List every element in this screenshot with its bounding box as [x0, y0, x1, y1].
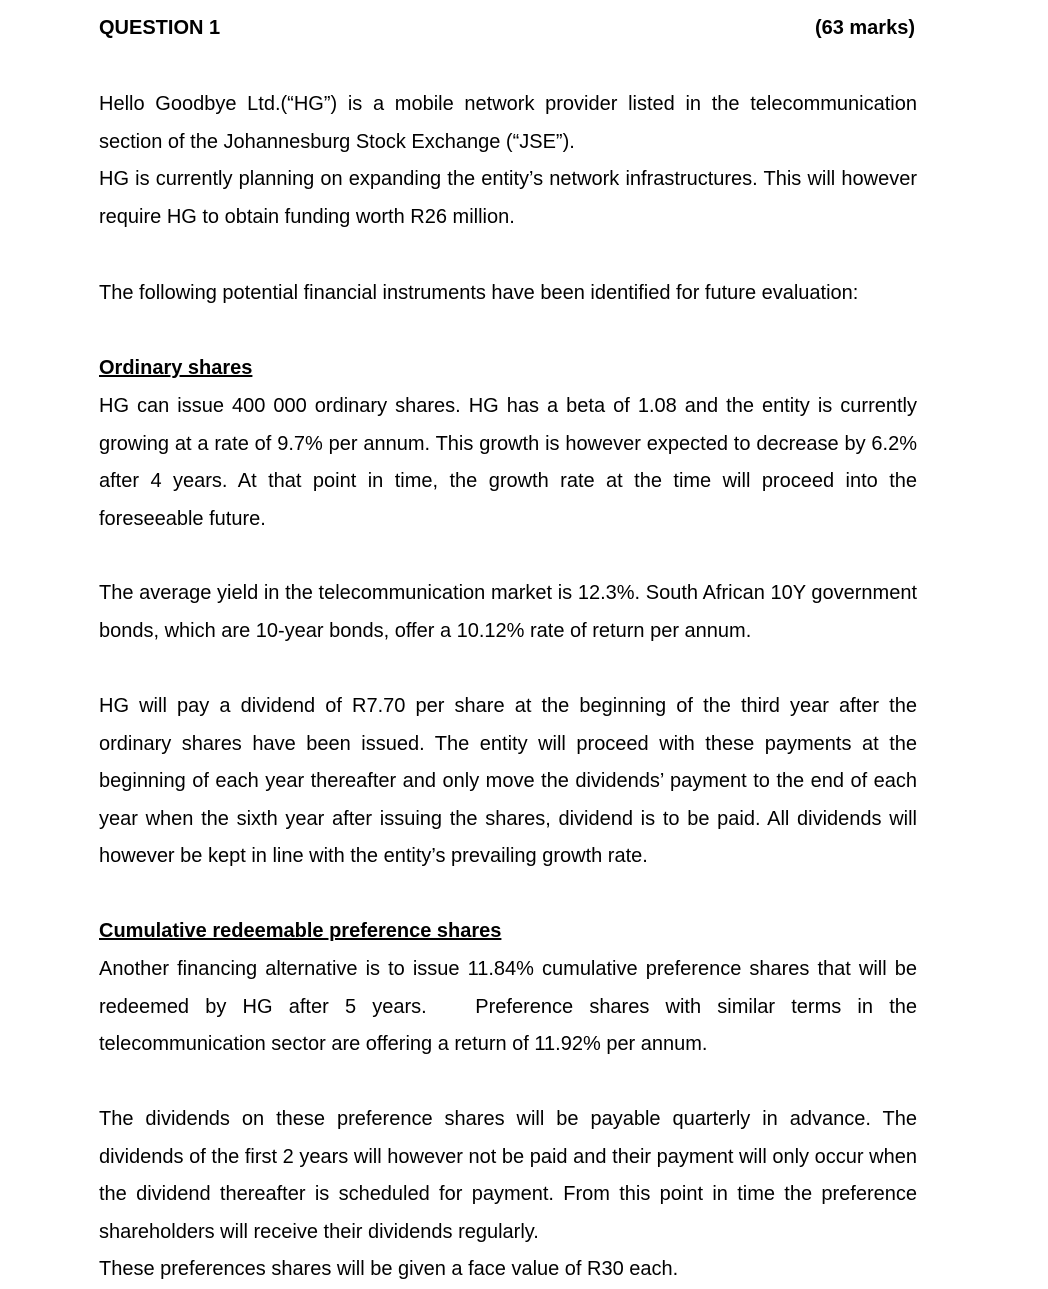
- intro-paragraph-1: Hello Goodbye Ltd.(“HG”) is a mobile network provider listed in the telecommunication section of the Johannesburg Stock Exchange (“JSE”).: [99, 93, 917, 153]
- ordinary-shares-heading: Ordinary shares: [99, 357, 253, 379]
- question-marks: (63 marks): [814, 17, 915, 39]
- preference-shares-paragraph-1: Another financing alternative is to issue 11.84% cumulative preference shares that will be redeemed by HG after 5 years. Preference shares with similar terms in the telecommunication sector are offering a return of 11.92% per annum.: [99, 958, 923, 1056]
- preference-shares-paragraph-1-block: [99, 951, 923, 1064]
- question-header: [99, 17, 917, 47]
- instruments-intro-paragraph: The following potential financial instruments have been identified for future evaluation:: [99, 282, 859, 304]
- ordinary-shares-paragraph-1-block: [99, 388, 917, 538]
- instruments-intro-section: [99, 275, 917, 313]
- preference-shares-paragraph-3: These preferences shares will be given a face value of R30 each.: [99, 1258, 679, 1281]
- ordinary-shares-paragraph-3: HG will pay a dividend of R7.70 per share at the beginning of the third year after the ordinary shares have been issued. The entity will proceed with these payments at the beginning of each year thereafter and only move the dividends’ payment to the end of each year when the sixth year after issuing the shares, dividend is to be paid. All dividends will however be kept in line with the entity’s prevailing growth rate.: [99, 695, 917, 868]
- question-title: QUESTION 1: [99, 17, 221, 39]
- preference-shares-heading: Cumulative redeemable preference shares: [99, 920, 502, 942]
- intro-section: [99, 86, 917, 236]
- ordinary-shares-paragraph-3-block: [99, 688, 917, 876]
- intro-paragraph-2: HG is currently planning on expanding the entity’s network infrastructures. This will however require HG to obtain funding worth R26 million.: [99, 168, 917, 228]
- preference-shares-paragraph-2: The dividends on these preference shares will be payable quarterly in advance. The dividends of the first 2 years will however not be paid and their payment will only occur when the dividend thereafter is scheduled for payment. From this point in time the preference shareholders will receive their dividends regularly.: [99, 1108, 917, 1243]
- ordinary-shares-paragraph-1: HG can issue 400 000 ordinary shares. HG has a beta of 1.08 and the entity is currently growing at a rate of 9.7% per annum. This growth is however expected to decrease by 6.2% after 4 years. At that point in time, the growth rate at the time will proceed into the foreseeable future.: [99, 395, 917, 530]
- ordinary-shares-paragraph-2-block: [99, 575, 917, 650]
- ordinary-shares-paragraph-2: The average yield in the telecommunication market is 12.3%. South African 10Y government bonds, which are 10-year bonds, offer a 10.12% rate of return per annum.: [99, 582, 917, 642]
- preference-shares-paragraph-2-block: [99, 1101, 917, 1289]
